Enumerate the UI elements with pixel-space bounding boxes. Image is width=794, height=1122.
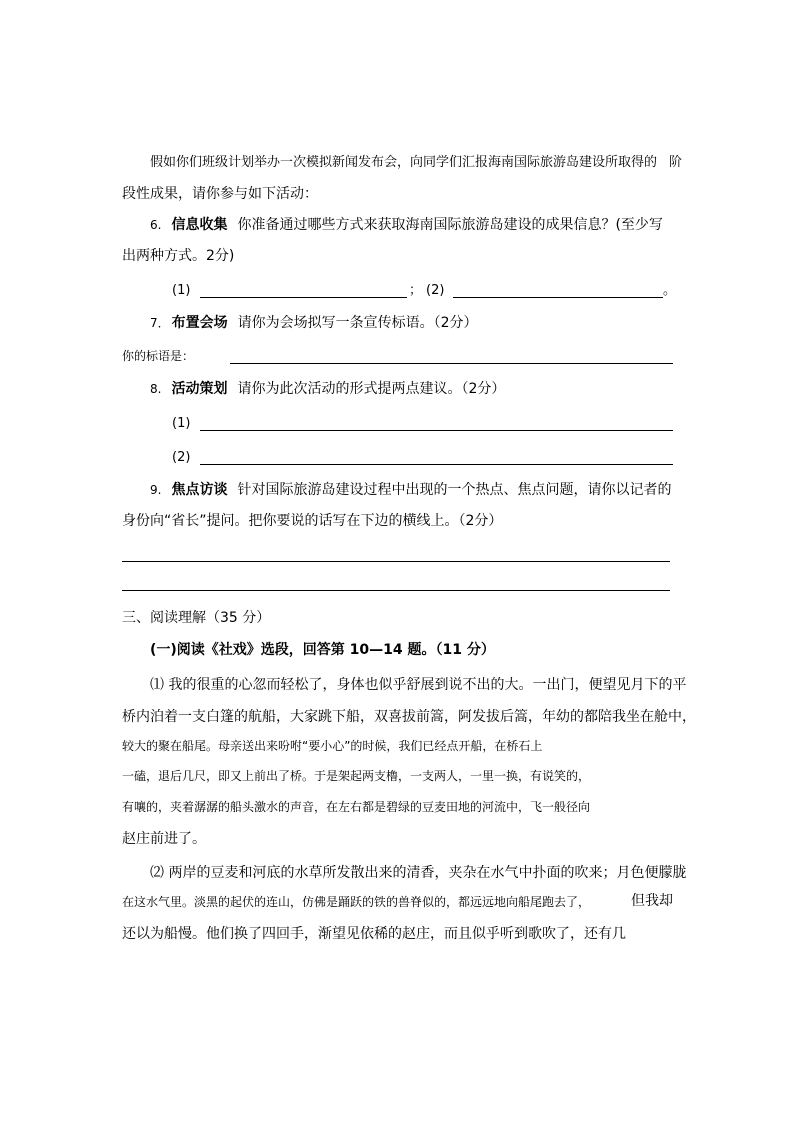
intro-line-1-end: 阶	[669, 155, 683, 170]
q8-line	[150, 382, 505, 396]
passage-p2-line-1: ⑵ 两岸的豆麦和河底的水草所发散出来的清香，夹杂在水气中扑面的吹来；月色便朦胧	[150, 865, 687, 881]
q9-number: 9.	[150, 483, 162, 497]
q9-answer-line-2[interactable]	[122, 590, 670, 591]
q7-number: 7．	[150, 316, 170, 330]
q6-line-2: 出两种方式。2分)	[122, 248, 235, 264]
q8-number: 8.	[150, 382, 162, 396]
q8-prompt: 请你为此次活动的形式提两点建议。（2分）	[237, 381, 506, 397]
q6-prompt: 你准备通过哪些方式来获取海南国际旅游岛建设的成果信息？(至少写	[237, 217, 663, 233]
q6-blank-1-label: (1)	[172, 283, 191, 298]
passage-p1-line-6: 赵庄前进了。	[122, 831, 206, 847]
reading-part-1-heading: (一)阅读《社戏》选段，回答第 10—14 题。（11 分）	[150, 642, 495, 658]
q7-answer-label: 你的标语是：	[122, 349, 195, 363]
q7-answer-line[interactable]	[230, 363, 673, 364]
q7-prompt: 请你为会场拟写一条宣传标语。（2分）	[237, 315, 478, 331]
q9-answer-line-1[interactable]	[122, 561, 670, 562]
q8-blank-1-label: (1)	[172, 416, 191, 431]
q6-blank-2-label: (2)	[426, 283, 445, 298]
q9-prompt: 针对国际旅游岛建设过程中出现的一个热点、焦点问题，请你以记者的	[237, 482, 672, 498]
section-3-heading: 三、阅读理解（35 分）	[122, 610, 271, 626]
q8-answer-line-2[interactable]	[200, 464, 673, 465]
q6-answer-line-2[interactable]	[453, 297, 663, 298]
passage-p1-line-1: ⑴ 我的很重的心忽而轻松了，身体也似乎舒展到说不出的大。一出门，便望见月下的平	[150, 677, 687, 693]
passage-p1-line-2: 桥内泊着一支白篷的航船，大家跳下船，双喜拔前篙，阿发拔后篙，年幼的都陪我坐在舱中，	[122, 709, 696, 725]
q9-line-1	[150, 483, 671, 497]
q7-line	[150, 316, 478, 330]
intro-line-2: 段性成果，请你参与如下活动：	[122, 186, 318, 202]
passage-p2-line-2: 在这水气里。淡黑的起伏的连山，仿佛是踊跃的铁的兽脊似的，都远远地向船尾跑去了，	[122, 895, 591, 909]
intro-line-1	[150, 156, 682, 169]
q9-line-2: 身份向“省长”提问。把你要说的话写在下边的横线上。（2分）	[122, 513, 503, 529]
passage-p2-line-3: 还以为船慢。他们换了四回手，渐望见依稀的赵庄，而且似乎听到歌吹了，还有几	[122, 926, 626, 942]
q6-number: 6.	[150, 218, 162, 232]
q8-blank-2-label: (2)	[172, 450, 191, 465]
q8-title: 活动策划	[171, 381, 228, 397]
q9-title: 焦点访谈	[171, 482, 228, 498]
intro-line-1-text: 假如你们班级计划举办一次模拟新闻发布会，向同学们汇报海南国际旅游岛建设所取得的	[150, 155, 658, 170]
q6-separator: ；	[409, 283, 423, 298]
passage-p2-line-2-end: 但我却	[631, 893, 673, 909]
q6-answer-line-1[interactable]	[200, 297, 407, 298]
q6-line-1	[150, 218, 663, 232]
passage-p1-line-3: 较大的聚在船尾。母亲送出来吩咐“要小心”的时候，我们已经点开船，在桥石上	[122, 739, 543, 753]
q8-answer-line-1[interactable]	[200, 430, 673, 431]
q6-title: 信息收集	[171, 217, 228, 233]
q7-title: 布置会场	[171, 315, 228, 331]
passage-p1-line-5: 有嚷的，夹着潺潺的船头激水的声音，在左右都是碧绿的豆麦田地的河流中，飞一般径向	[122, 800, 591, 814]
q6-end-mark: 。	[663, 283, 677, 298]
passage-p1-line-4: 一磕，退后几尺，即又上前出了桥。于是架起两支橹，一支两人，一里一换，有说笑的，	[122, 769, 591, 783]
